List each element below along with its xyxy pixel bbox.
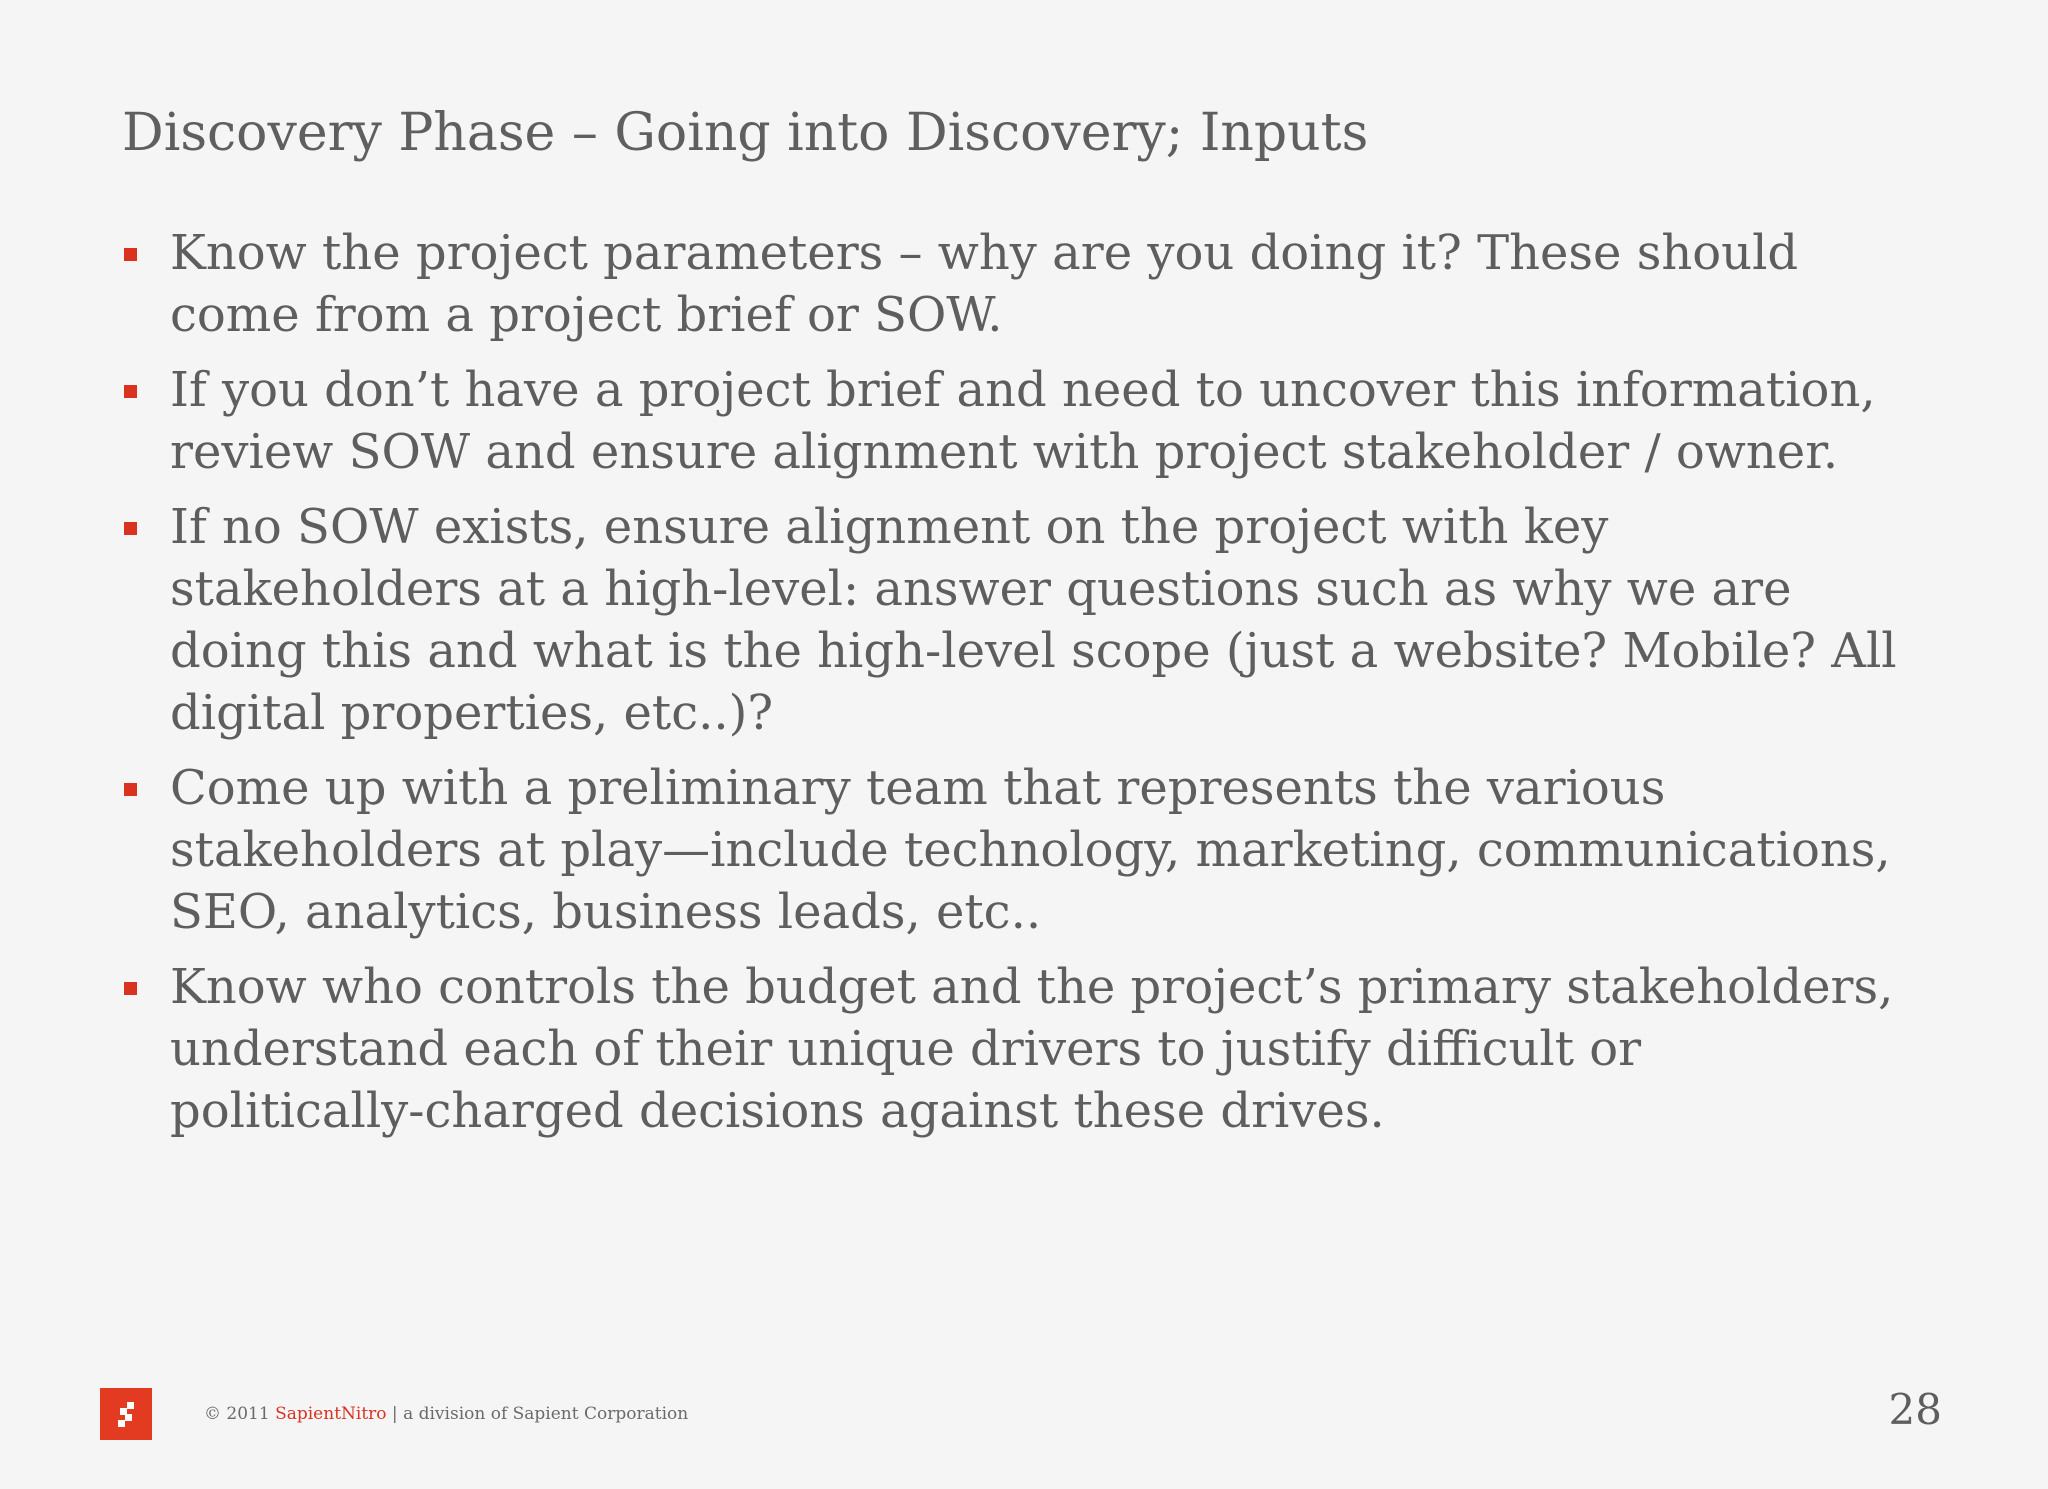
footer-copyright — [204, 1403, 688, 1425]
bullet-text: If you don’t have a project brief and need to uncover this information, review SOW and ensure alignment with project stakeholder / owner. — [170, 362, 1876, 480]
bullet-text: Know who controls the budget and the project’s primary stakeholders, understand each of their unique drivers to justify difficult or politically-charged decisions against these drives. — [170, 959, 1894, 1139]
bullet-list — [124, 222, 1904, 1155]
bullet-item — [124, 956, 1904, 1142]
page-number: 28 — [1888, 1385, 1942, 1434]
brand-name: SapientNitro — [275, 1404, 387, 1424]
square-bullet-icon — [124, 982, 137, 995]
square-bullet-icon — [124, 248, 137, 261]
bullet-text: Come up with a preliminary team that represents the various stakeholders at play—include technology, marketing, communications, SEO, analytics, business leads, etc.. — [170, 760, 1891, 940]
bullet-text: Know the project parameters – why are you doing it? These should come from a project brief or SOW. — [170, 225, 1799, 343]
square-bullet-icon — [124, 783, 137, 796]
slide-title: Discovery Phase – Going into Discovery; Inputs — [122, 103, 1369, 163]
copyright-prefix: © 2011 — [204, 1404, 276, 1424]
sapientnitro-logo-icon — [100, 1388, 152, 1440]
bullet-item — [124, 359, 1904, 483]
bullet-text: If no SOW exists, ensure alignment on the project with key stakeholders at a high-level: answer questions such as why we are doing this and what is the high-level scope (just a website? Mobile? All digital properties, etc..)? — [170, 499, 1897, 741]
square-bullet-icon — [124, 385, 137, 398]
square-bullet-icon — [124, 522, 137, 535]
division-text: | a division of Sapient Corporation — [386, 1404, 689, 1424]
bullet-item — [124, 496, 1904, 744]
bullet-item — [124, 222, 1904, 346]
bullet-item — [124, 757, 1904, 943]
